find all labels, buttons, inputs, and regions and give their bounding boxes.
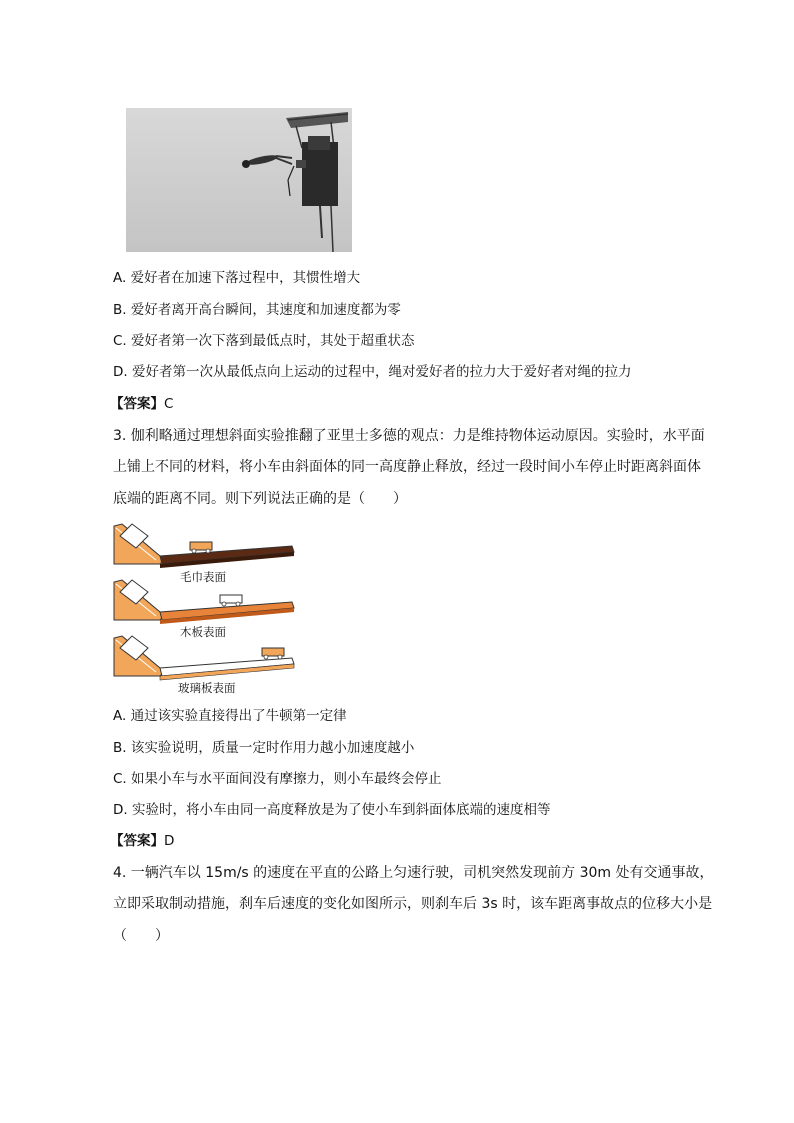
caption-wood: 木板表面 xyxy=(180,625,226,639)
q4-stem-line-3: （ ） xyxy=(113,928,169,944)
q2-option-b: B. 爱好者离开高台瞬间，其速度和加速度都为零 xyxy=(113,302,401,318)
answer-label: 【答案】 xyxy=(110,396,164,412)
q4-stem-line-2: 立即采取制动措施，刹车后速度的变化如图所示，则刹车后 3s 时，该车距离事故点的位移大小是 xyxy=(113,896,713,912)
slope-figure-wood xyxy=(112,576,302,626)
q2-option-c: C. 爱好者第一次下落到最低点时，其处于超重状态 xyxy=(113,333,415,349)
q2-answer xyxy=(110,394,173,414)
q3-stem-line-1: 3. 伽利略通过理想斜面实验推翻了亚里士多德的观点：力是维持物体运动原因。实验时，水平面 xyxy=(113,428,705,444)
q3-stem-line-2: 上铺上不同的材料，将小车由斜面体的同一高度静止释放，经过一段时间小车停止时距离斜面体 xyxy=(113,459,701,475)
answer-value: D xyxy=(164,833,175,849)
q3-option-b: B. 该实验说明，质量一定时作用力越小加速度越小 xyxy=(113,740,415,756)
answer-value: C xyxy=(164,396,174,412)
q4-stem-line-1: 4. 一辆汽车以 15m/s 的速度在平直的公路上匀速行驶，司机突然发现前方 30m 处有交通事故， xyxy=(113,865,714,881)
q3-option-a: A. 通过该实验直接得出了牛顿第一定律 xyxy=(113,708,347,724)
q3-option-c: C. 如果小车与水平面间没有摩擦力，则小车最终会停止 xyxy=(113,771,442,787)
caption-glass: 玻璃板表面 xyxy=(178,681,236,695)
q3-answer xyxy=(110,831,174,851)
caption-towel: 毛巾表面 xyxy=(180,570,226,584)
q3-stem-line-3: 底端的距离不同。则下列说法正确的是（ ） xyxy=(113,491,407,507)
bungee-photo xyxy=(126,108,352,252)
q3-option-d: D. 实验时，将小车由同一高度释放是为了使小车到斜面体底端的速度相等 xyxy=(113,802,551,818)
slope-figure-towel xyxy=(112,520,302,570)
answer-label: 【答案】 xyxy=(110,833,164,849)
q2-option-d: D. 爱好者第一次从最低点向上运动的过程中，绳对爱好者的拉力大于爱好者对绳的拉力 xyxy=(113,364,632,380)
slope-figure-glass xyxy=(112,632,302,682)
q2-option-a: A. 爱好者在加速下落过程中，其惯性增大 xyxy=(113,270,361,286)
